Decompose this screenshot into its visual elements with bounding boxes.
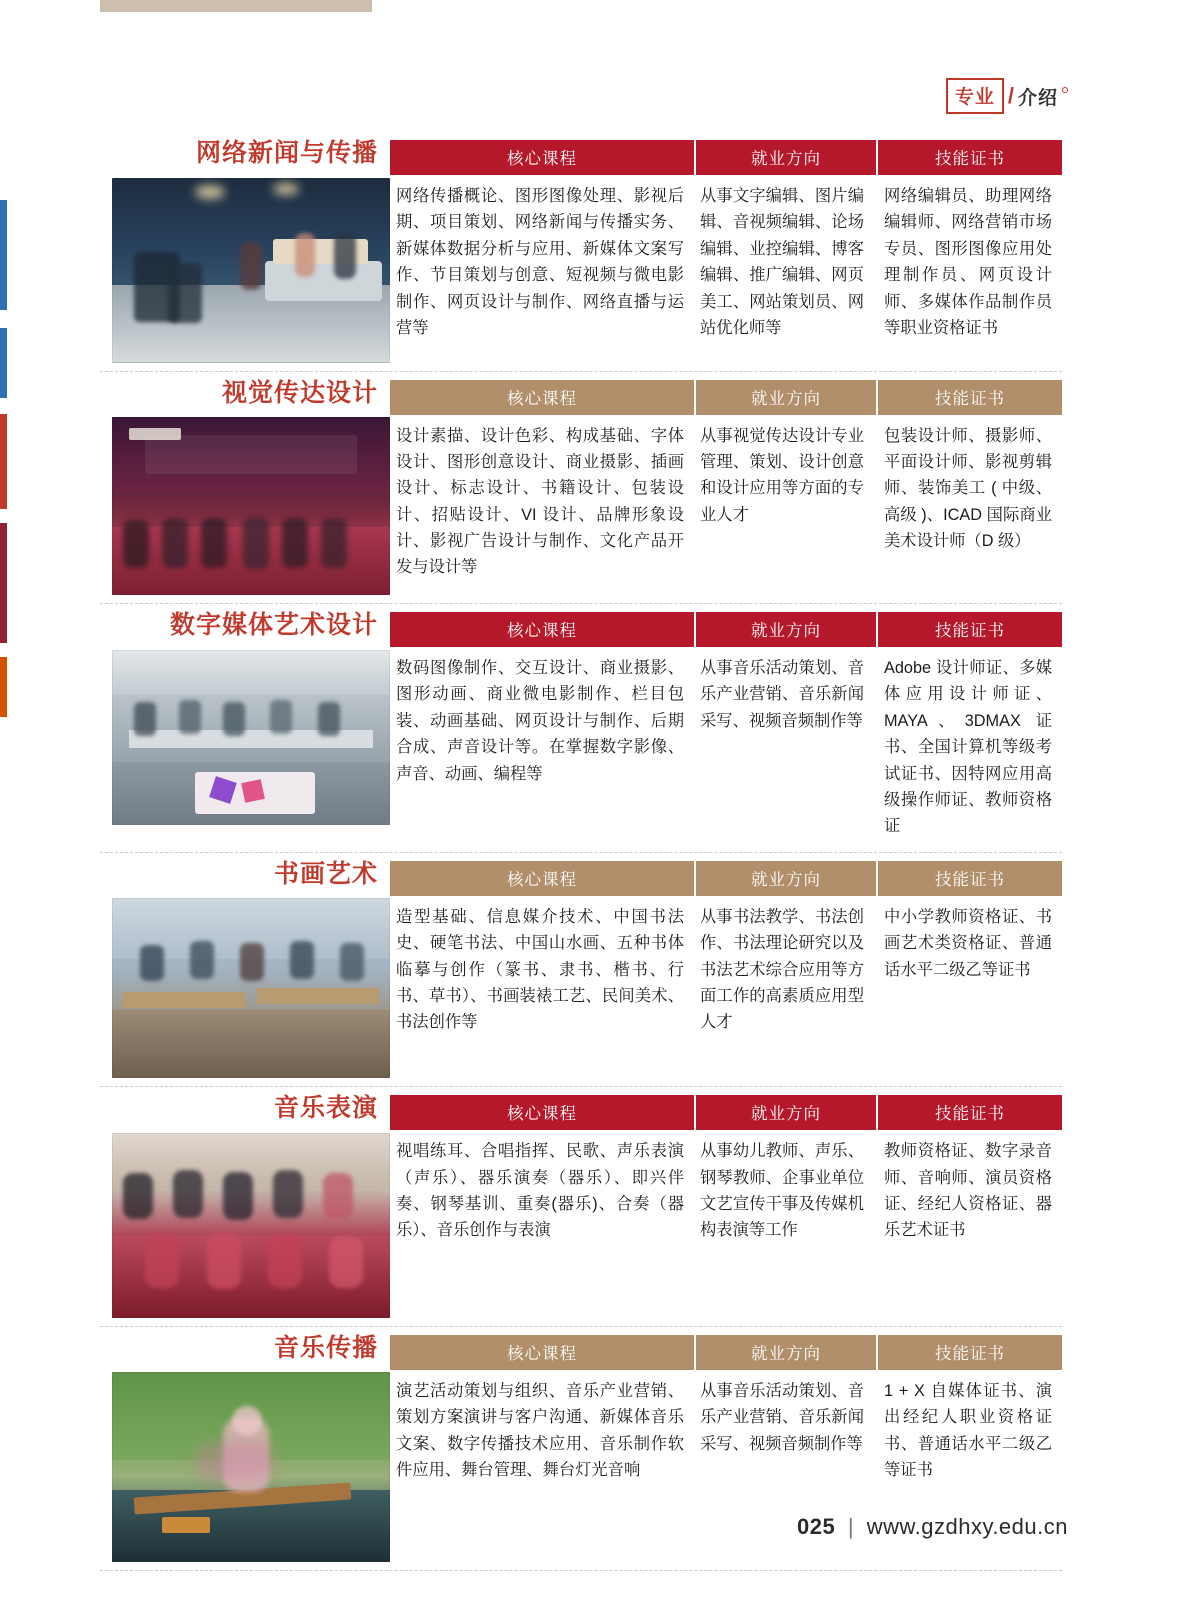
edge-bar [0, 643, 7, 657]
major-left-column [100, 861, 390, 1079]
column-header-careers: 就业方向 [696, 1095, 876, 1130]
table-body-row [390, 1370, 1062, 1488]
calligraphy-classroom-photo [112, 898, 390, 1078]
cell-certificates: 网络编辑员、助理网络编辑师、网络营销市场专员、图形图像应用处理制作员、网页设计师、多媒体作品制作员等职业资格证书 [884, 187, 1052, 337]
table-body-row [390, 896, 1062, 1040]
column-header-careers: 就业方向 [696, 1335, 876, 1370]
computer-lab-photo [112, 650, 390, 825]
footer-separator: | [847, 1514, 855, 1539]
major-table [390, 1095, 1062, 1318]
edge-color-bars [0, 200, 7, 717]
table-body-row [390, 175, 1062, 345]
column-header-careers: 就业方向 [696, 861, 876, 896]
edge-bar [0, 414, 7, 509]
column-header-certificates: 技能证书 [878, 1335, 1062, 1370]
table-body-row [390, 1130, 1062, 1248]
table-header-row [390, 861, 1062, 896]
major-title: 音乐传播 [273, 1333, 378, 1362]
major-section [100, 1095, 1062, 1327]
footer-url: www.gzdhxy.edu.cn [866, 1514, 1068, 1539]
cell-careers: 从事书法教学、书法创作、书法理论研究以及书法艺术综合应用等方面工作的高素质应用型人才 [700, 907, 864, 1032]
table-header-row [390, 612, 1062, 647]
table-body-row [390, 647, 1062, 844]
cell-careers: 从事幼儿教师、声乐、钢琴教师、企事业单位文艺宣传干事及传媒机构表演等工作 [700, 1142, 864, 1240]
top-beige-block [100, 0, 372, 12]
table-header-row [390, 1095, 1062, 1130]
edge-bar [0, 398, 7, 414]
page-footer [797, 1514, 1068, 1540]
edge-bar [0, 657, 7, 717]
column-header-certificates: 技能证书 [878, 1095, 1062, 1130]
cell-certificates: Adobe 设计师证、多媒体应用设计师证、MAYA、3DMAX 证书、全国计算机等级考试证书、因特网应用高级操作师证、教师资格证 [884, 659, 1052, 836]
cell-certificates: 教师资格证、数字录音师、音响师、演员资格证、经纪人资格证、器乐艺术证书 [884, 1142, 1052, 1240]
table-header-row [390, 140, 1062, 175]
edge-bar [0, 310, 7, 328]
edge-bar [0, 200, 7, 310]
column-header-certificates: 技能证书 [878, 861, 1062, 896]
cell-courses: 设计素描、设计色彩、构成基础、字体设计、图形创意设计、商业摄影、插画设计、标志设计、书籍设计、包装设计、招贴设计、VI 设计、品牌形象设计、影视广告设计与制作、文化产品开发与设计等 [396, 426, 684, 577]
edge-bar [0, 523, 7, 643]
major-section [100, 612, 1062, 853]
guzheng-performance-photo [112, 1372, 390, 1562]
major-section [100, 861, 1062, 1088]
column-header-careers: 就业方向 [696, 612, 876, 647]
cell-certificates: 包装设计师、摄影师、平面设计师、影视剪辑师、装饰美工 ( 中级、高级 )、ICAD 国际商业美术设计师（D 级） [884, 426, 1052, 551]
major-table [390, 612, 1062, 844]
major-left-column [100, 140, 390, 363]
section-header [946, 78, 1068, 114]
major-title: 书画艺术 [273, 859, 378, 888]
major-left-column [100, 380, 390, 596]
header-dot-icon [1062, 87, 1068, 93]
tv-studio-photo [112, 178, 390, 363]
cell-certificates: 1 + X 自媒体证书、演出经纪人职业资格证书、普通话水平二级乙等证书 [884, 1381, 1052, 1479]
edge-bar [0, 328, 7, 398]
column-header-courses: 核心课程 [390, 612, 694, 647]
header-badge: 专业 [946, 78, 1004, 114]
header-slash: / [1007, 83, 1014, 108]
major-title: 网络新闻与传播 [195, 139, 378, 167]
table-header-row [390, 380, 1062, 415]
cell-certificates: 中小学教师资格证、书画艺术类资格证、普通话水平二级乙等证书 [884, 907, 1052, 979]
header-subtitle: 介绍 [1017, 87, 1058, 109]
major-title: 视觉传达设计 [221, 378, 378, 407]
major-table [390, 140, 1062, 363]
edge-bar [0, 509, 7, 523]
page-number: 025 [797, 1514, 836, 1539]
cell-careers: 从事文字编辑、图片编辑、音视频编辑、论场编辑、业控编辑、博客编辑、推广编辑、网页美工、网站策划员、网站优化师等 [700, 187, 864, 337]
majors-list [100, 140, 1062, 1579]
cell-careers: 从事音乐活动策划、音乐产业营销、音乐新闻采写、视频音频制作等 [700, 659, 864, 730]
major-title: 数字媒体艺术设计 [169, 611, 378, 639]
column-header-careers: 就业方向 [696, 380, 876, 415]
column-header-courses: 核心课程 [390, 140, 694, 175]
cell-careers: 从事视觉传达设计专业管理、策划、设计创意和设计应用等方面的专业人才 [700, 426, 864, 524]
major-left-column [100, 1335, 390, 1563]
choir-performance-photo [112, 1133, 390, 1318]
major-left-column [100, 612, 390, 844]
column-header-courses: 核心课程 [390, 1095, 694, 1130]
column-header-certificates: 技能证书 [878, 140, 1062, 175]
column-header-certificates: 技能证书 [878, 612, 1062, 647]
major-table [390, 861, 1062, 1079]
column-header-certificates: 技能证书 [878, 380, 1062, 415]
column-header-careers: 就业方向 [696, 140, 876, 175]
major-title: 音乐表演 [273, 1094, 378, 1123]
major-table [390, 380, 1062, 596]
cell-courses: 网络传播概论、图形图像处理、影视后期、项目策划、网络新闻与传播实务、新媒体数据分析与应用、新媒体文案写作、节目策划与创意、短视频与微电影制作、网页设计与制作、网络直播与运营等 [396, 187, 684, 337]
major-section [100, 140, 1062, 372]
cell-courses: 数码图像制作、交互设计、商业摄影、图形动画、商业微电影制作、栏目包装、动画基础、网页设计与制作、后期合成、声音设计等。在掌握数字影像、声音、动画、编程等 [396, 659, 684, 783]
major-section [100, 380, 1062, 605]
column-header-courses: 核心课程 [390, 861, 694, 896]
column-header-courses: 核心课程 [390, 380, 694, 415]
cell-careers: 从事音乐活动策划、音乐产业营销、音乐新闻采写、视频音频制作等 [700, 1381, 864, 1453]
cell-courses: 演艺活动策划与组织、音乐产业营销、策划方案演讲与客户沟通、新媒体音乐文案、数字传播技术应用、音乐制作软件应用、舞台管理、舞台灯光音响 [396, 1381, 684, 1479]
cell-courses: 造型基础、信息媒介技术、中国书法史、硬笔书法、中国山水画、五种书体临摹与创作（篆书、隶书、楷书、行书、草书）、书画装裱工艺、民间美术、书法创作等 [396, 907, 684, 1032]
major-left-column [100, 1095, 390, 1318]
cell-courses: 视唱练耳、合唱指挥、民歌、声乐表演（声乐）、器乐演奏（器乐）、即兴伴奏、钢琴基训、重奏(器乐)、合奏（器乐）、音乐创作与表演 [396, 1142, 684, 1240]
column-header-courses: 核心课程 [390, 1335, 694, 1370]
table-body-row [390, 415, 1062, 585]
design-competition-photo [112, 417, 390, 595]
table-header-row [390, 1335, 1062, 1370]
